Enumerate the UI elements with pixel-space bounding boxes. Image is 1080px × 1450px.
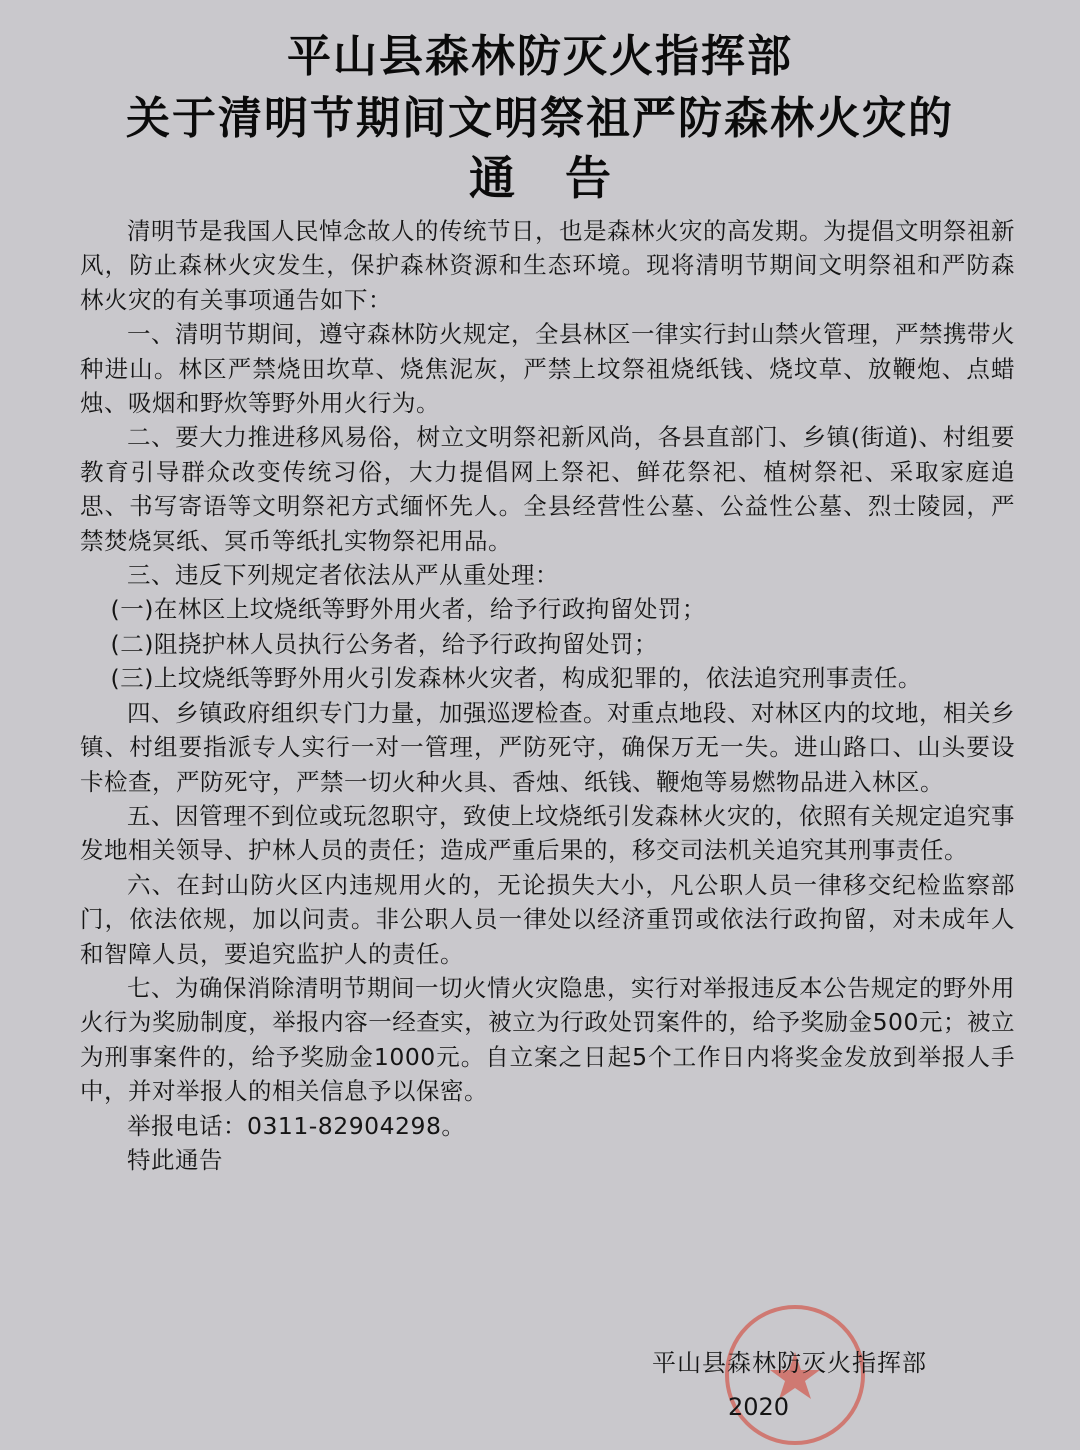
paragraph-item-5: 五、因管理不到位或玩忽职守，致使上坟烧纸引发森林火灾的，依照有关规定追究事发地相关领导、护林人员的责任；造成严重后果的，移交司法机关追究其刑事责任。 [80,801,1015,865]
signature-org: 平山县森林防灭火指挥部 [652,1349,927,1377]
closing-line: 特此通告 [127,1145,223,1174]
paragraph-item-2: 二、要大力推进移风易俗，树立文明祭祀新风尚，各县直部门、乡镇(街道)、村组要教育引导群众改变传统习俗，大力提倡网上祭祀、鲜花祭祀、植树祭祀、采取家庭追思、书写寄语等文明祭祀方式缅怀先人。全县经营性公墓、公益性公墓、烈士陵园，严禁焚烧冥纸、冥币等纸扎实物祭祀用品。 [80,423,1015,555]
paragraph-item-3: 三、违反下列规定者依法从严从重处理： [127,561,559,590]
title-line-1: 平山县森林防灭火指挥部 [287,31,793,82]
paragraph-item-6: 六、在封山防火区内违规用火的，无论损失大小，凡公职人员一律移交纪检监察部门，依法依规，加以问责。非公职人员一律处以经济重罚或依法行政拘留，对未成年人和智障人员，要追究监护人的责任。 [80,870,1015,968]
notice-body [80,214,1015,1177]
paragraph-item-4: 四、乡镇政府组织专门力量，加强巡逻检查。对重点地段、对林区内的坟地，相关乡镇、村组要指派专人实行一对一管理，严防死守，确保万无一失。进山路口、山头要设卡检查，严防死守，严禁一切火种火具、香烛、纸钱、鞭炮等易燃物品进入林区。 [80,698,1015,796]
report-phone: 举报电话：0311-82904298。 [127,1111,466,1140]
signature-date: 2020 [728,1393,790,1421]
paragraph-item-7: 七、为确保消除清明节期间一切火情火灾隐患，实行对举报违反本公告规定的野外用火行为奖励制度，举报内容一经查实，被立为行政处罚案件的，给予奖励金500元；被立为刑事案件的，给予奖励金1000元。自立案之日起5个工作日内将奖金发放到举报人手中，并对举报人的相关信息予以保密。 [80,973,1015,1106]
title-line-3: 通告 [469,151,661,205]
paragraph-item-1: 一、清明节期间，遵守森林防火规定，全县林区一律实行封山禁火管理，严禁携带火种进山。林区严禁烧田坎草、烧焦泥灰，严禁上坟祭祖烧纸钱、烧坟草、放鞭炮、点蜡烛、吸烟和野炊等野外用火行为。 [80,320,1015,418]
paragraph-sub-3: (三)上坟烧纸等野外用火引发森林火灾者，构成犯罪的，依法追究刑事责任。 [110,664,922,693]
paragraph-sub-2: (二)阻挠护林人员执行公务者，给予行政拘留处罚； [110,629,658,658]
paragraph-sub-1: (一)在林区上坟烧纸等野外用火者，给予行政拘留处罚； [110,595,706,624]
title-line-2: 关于清明节期间文明祭祖严防森林火灾的 [126,93,954,144]
paragraph-intro: 清明节是我国人民悼念故人的传统节日，也是森林火灾的高发期。为提倡文明祭祖新风，防止森林火灾发生，保护森林资源和生态环境。现将清明节期间文明祭祖和严防森林火灾的有关事项通告如下： [80,217,1015,314]
